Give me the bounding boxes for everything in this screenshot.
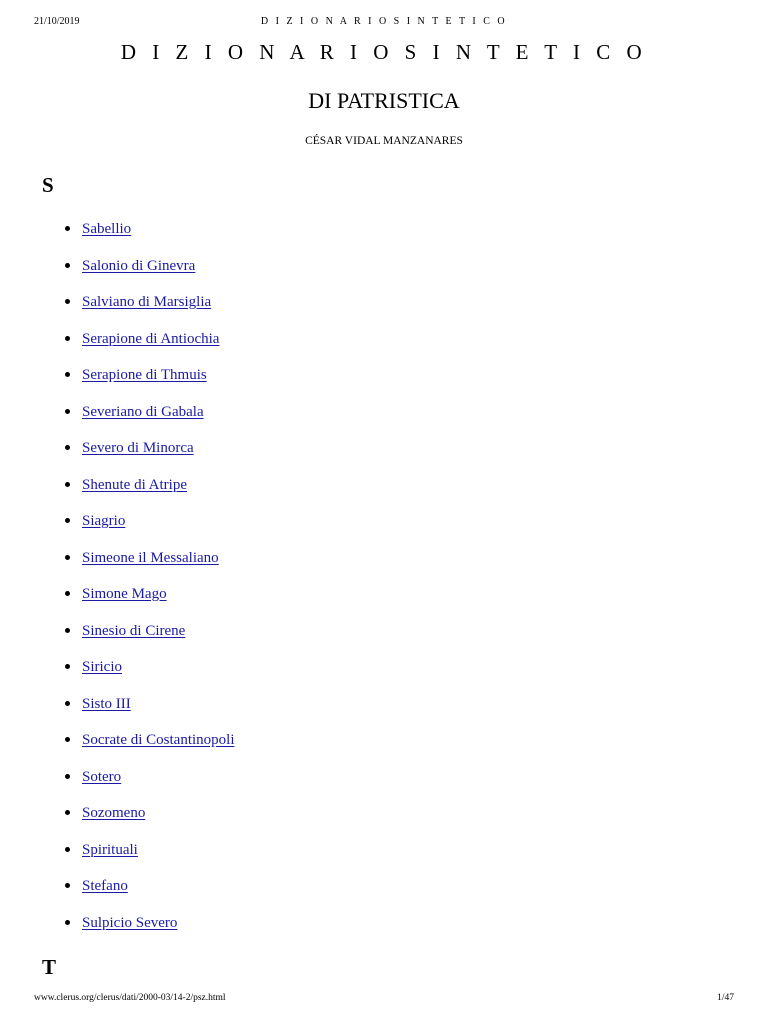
bullet-icon <box>65 226 70 231</box>
list-item <box>0 839 234 876</box>
entry-link[interactable]: Simeone il Messaliano <box>82 549 219 566</box>
bullet-icon <box>65 920 70 925</box>
list-item <box>0 547 234 584</box>
bullet-icon <box>65 372 70 377</box>
list-item <box>0 729 234 766</box>
list-item <box>0 510 234 547</box>
document-title: D I Z I O N A R I O S I N T E T I C O <box>120 40 648 64</box>
list-item <box>0 656 234 693</box>
list-item <box>0 218 234 255</box>
print-date: 21/10/2019 <box>34 16 80 27</box>
bullet-icon <box>65 482 70 487</box>
entry-link[interactable]: Simone Mago <box>82 586 167 602</box>
bullet-icon <box>65 336 70 341</box>
entry-link[interactable]: Sulpicio Severo <box>82 914 178 931</box>
section-letter-s: S <box>42 173 54 197</box>
list-item <box>0 802 234 839</box>
list-item <box>0 328 234 365</box>
entry-link[interactable]: Severiano di Gabala <box>82 403 204 420</box>
entry-link[interactable]: Spirituali <box>82 841 138 858</box>
list-item <box>0 912 234 949</box>
entry-link[interactable]: Salviano di Marsiglia <box>82 294 212 310</box>
list-item <box>0 474 234 511</box>
entry-link[interactable]: Socrate di Costantinopoli <box>82 732 235 748</box>
list-item <box>0 766 234 803</box>
entry-link[interactable]: Salonio di Ginevra <box>82 257 196 274</box>
bullet-icon <box>65 263 70 268</box>
entry-link[interactable]: Serapione di Antiochia <box>82 330 220 347</box>
entry-link[interactable]: Severo di Minorca <box>82 440 194 456</box>
bullet-icon <box>65 445 70 450</box>
bullet-icon <box>65 518 70 523</box>
list-item <box>0 583 234 620</box>
bullet-icon <box>65 555 70 560</box>
bullet-icon <box>65 810 70 815</box>
entry-link[interactable]: Siricio <box>82 659 122 675</box>
section-letter-t: T <box>42 955 57 979</box>
document-subtitle: DI PATRISTICA <box>308 88 460 113</box>
entry-link[interactable]: Sisto III <box>82 695 131 712</box>
bullet-icon <box>65 664 70 669</box>
bullet-icon <box>65 409 70 414</box>
print-footer-url: www.clerus.org/clerus/dati/2000-03/14-2/psz.html <box>34 993 226 1003</box>
entry-link[interactable]: Stefano <box>82 878 128 894</box>
list-item <box>0 437 234 474</box>
entry-link[interactable]: Sozomeno <box>82 805 146 821</box>
bullet-icon <box>65 774 70 779</box>
bullet-icon <box>65 883 70 888</box>
bullet-icon <box>65 628 70 633</box>
bullet-icon <box>65 737 70 742</box>
list-item <box>0 255 234 292</box>
print-page-number: 1/47 <box>717 993 734 1003</box>
list-item <box>0 291 234 328</box>
entry-link[interactable]: Sinesio di Cirene <box>82 622 186 639</box>
entry-link[interactable]: Sotero <box>82 768 122 785</box>
list-item <box>0 875 234 912</box>
entry-list <box>0 218 234 948</box>
bullet-icon <box>65 847 70 852</box>
list-item <box>0 364 234 401</box>
bullet-icon <box>65 701 70 706</box>
list-item <box>0 693 234 730</box>
list-item <box>0 620 234 657</box>
entry-link[interactable]: Siagrio <box>82 513 126 529</box>
list-item <box>0 401 234 438</box>
entry-link[interactable]: Sabellio <box>82 221 132 237</box>
document-author: CÉSAR VIDAL MANZANARES <box>305 135 463 147</box>
entry-link[interactable]: Serapione di Thmuis <box>82 367 207 383</box>
bullet-icon <box>65 591 70 596</box>
print-header-title: D I Z I O N A R I O S I N T E T I C O <box>260 16 508 27</box>
entry-link[interactable]: Shenute di Atripe <box>82 476 187 493</box>
bullet-icon <box>65 299 70 304</box>
